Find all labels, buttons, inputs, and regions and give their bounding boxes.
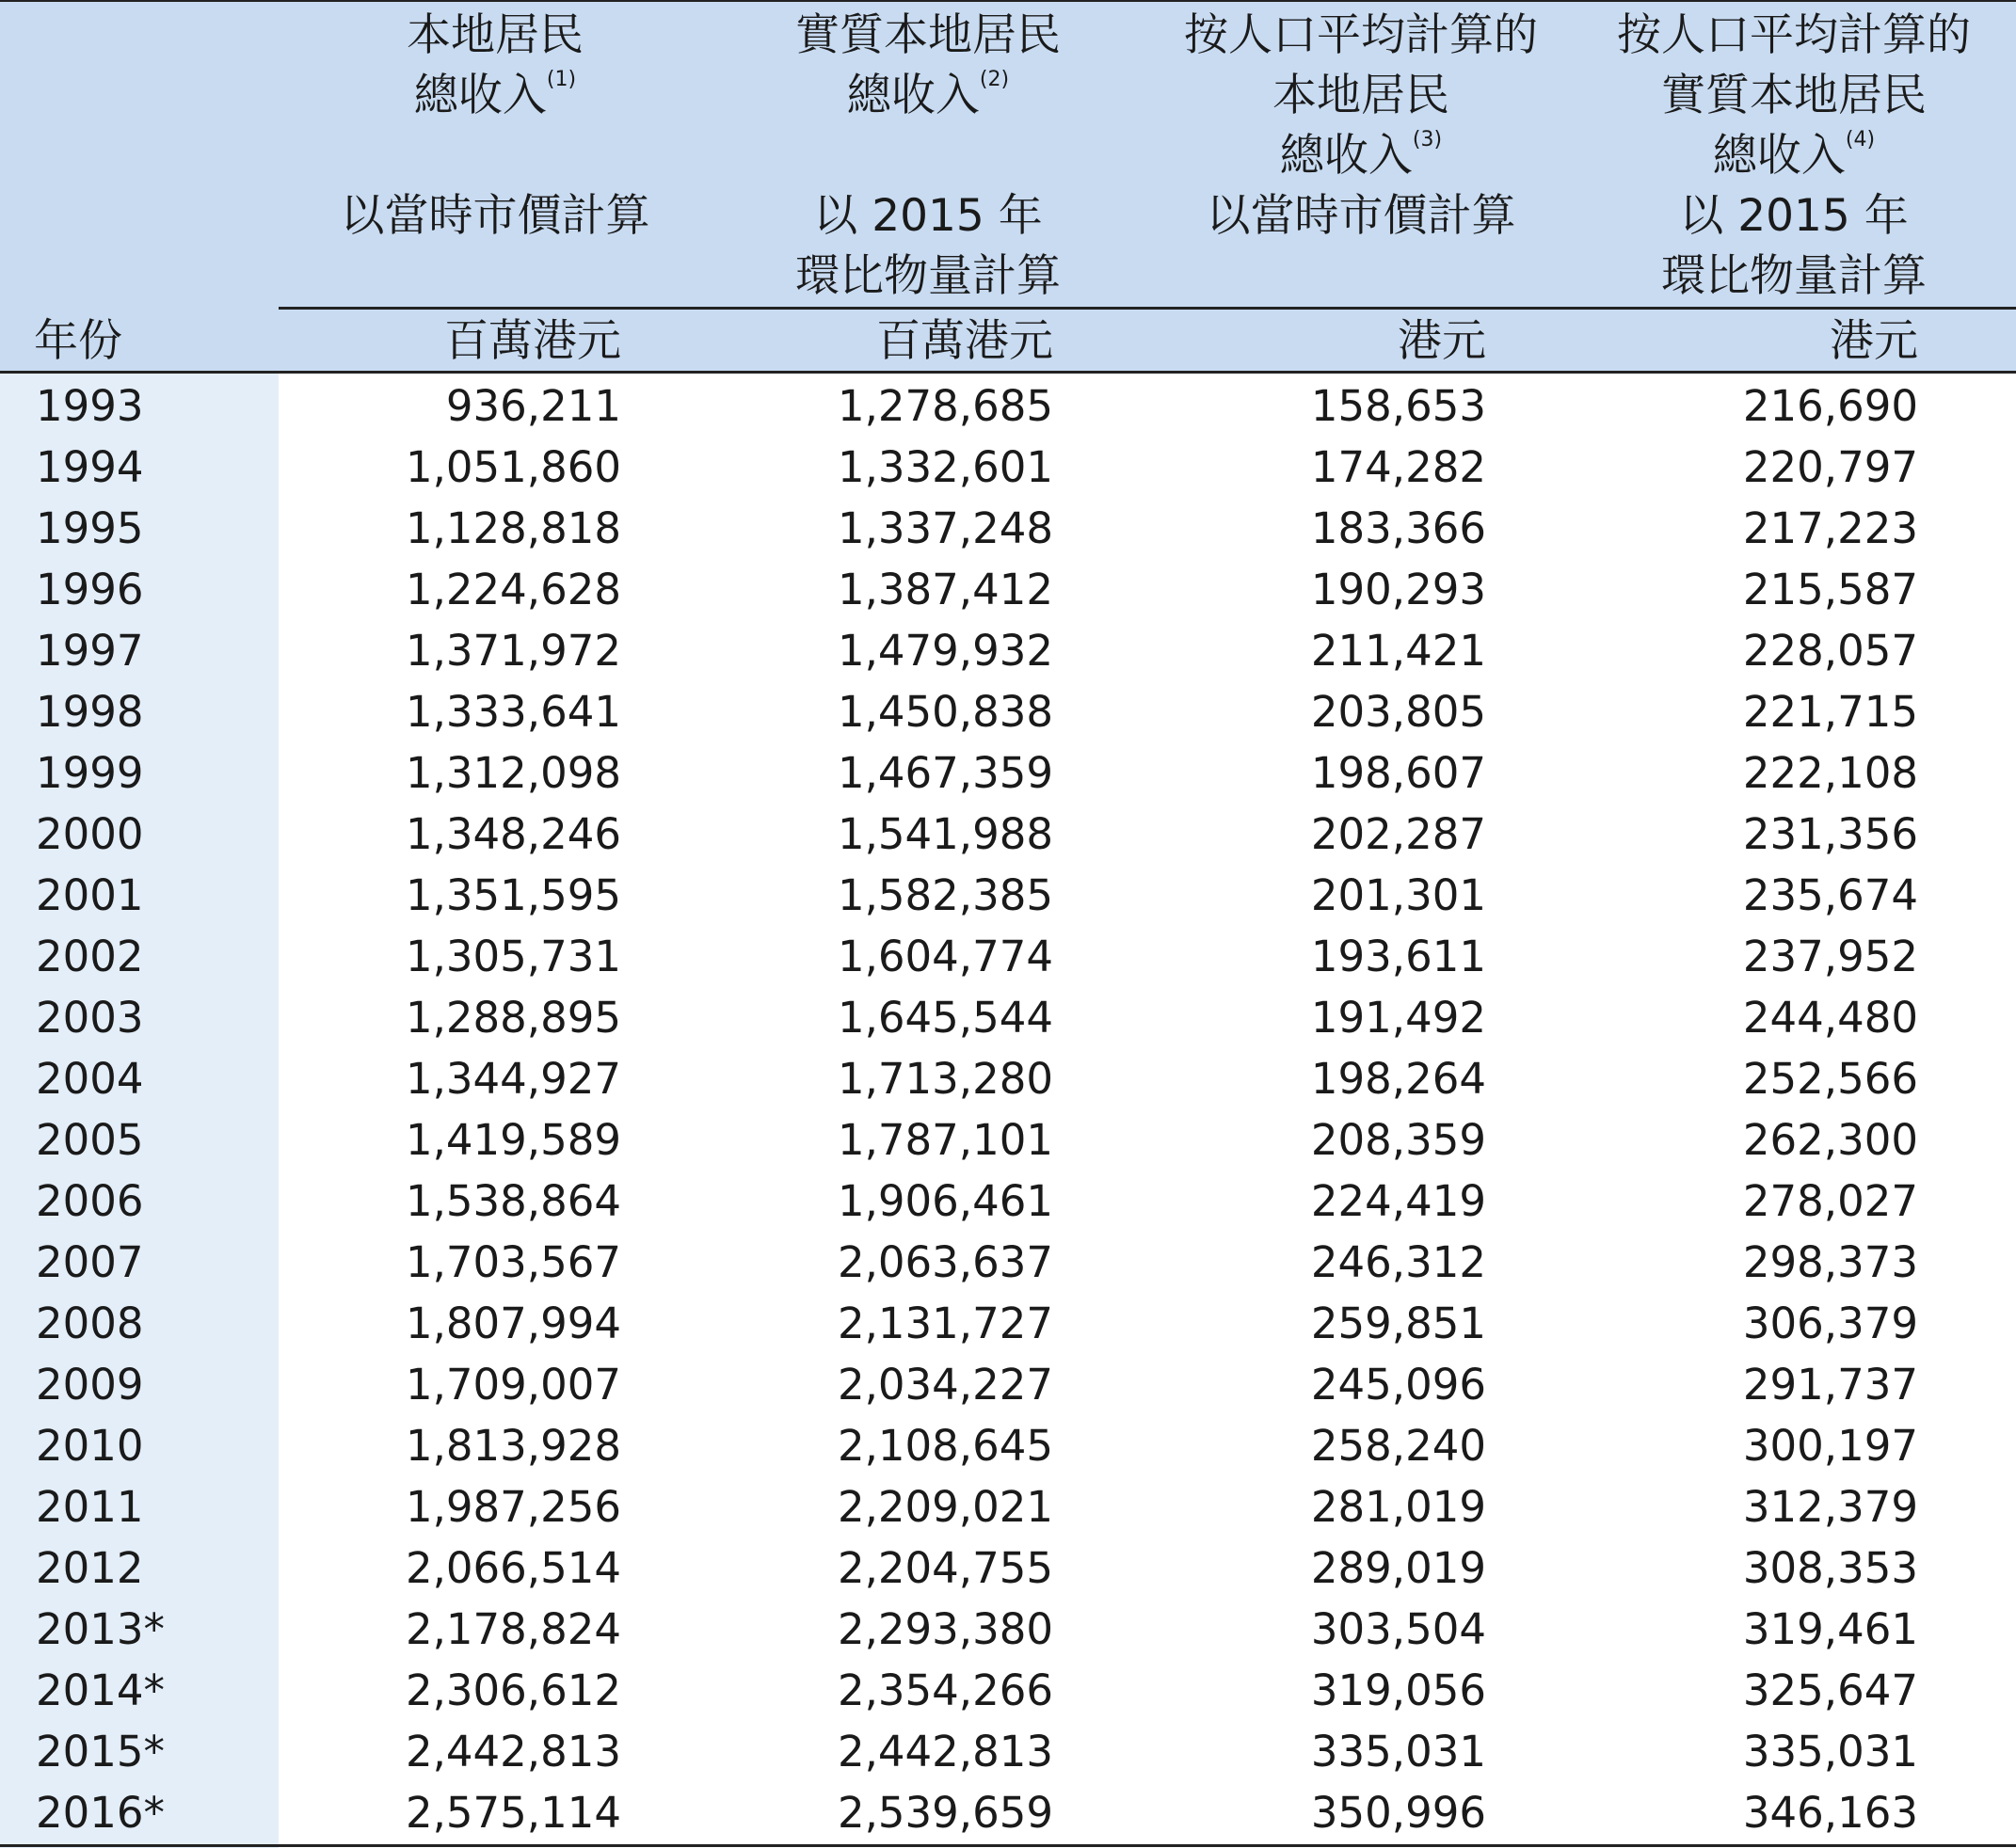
value-cell: 1,128,818 [405, 503, 621, 553]
year-cell: 2009 [36, 1360, 144, 1410]
value-cell: 211,421 [1310, 626, 1486, 676]
value-cell: 1,813,928 [405, 1421, 621, 1471]
table-row [0, 1477, 2016, 1538]
column-header-line: 以當時市價計算 [340, 190, 650, 242]
value-cell: 1,051,860 [405, 442, 621, 492]
value-cell: 191,492 [1310, 993, 1486, 1043]
top-rule [0, 0, 2016, 2]
value-cell: 1,224,628 [405, 565, 621, 614]
table-row [0, 1110, 2016, 1171]
value-cell: 1,467,359 [837, 748, 1053, 798]
value-cell: 202,287 [1310, 809, 1486, 859]
table-row [0, 1661, 2016, 1722]
table-row [0, 560, 2016, 621]
value-cell: 231,356 [1742, 809, 1918, 859]
year-cell: 2002 [36, 932, 144, 981]
footnote-marker: (2) [979, 68, 1010, 91]
value-cell: 245,096 [1310, 1360, 1486, 1410]
table-row [0, 682, 2016, 743]
column-header-line: 以當時市價計算 [1206, 190, 1516, 242]
value-cell: 158,653 [1310, 381, 1486, 431]
value-cell: 2,442,813 [405, 1727, 621, 1776]
year-column-label: 年份 [34, 315, 122, 367]
header-bottom-rule [0, 371, 2016, 374]
bottom-rule [0, 1844, 2016, 1847]
value-cell: 1,348,246 [405, 809, 621, 859]
value-cell: 936,211 [445, 381, 621, 431]
footnote-marker: (1) [546, 68, 577, 91]
value-cell: 281,019 [1310, 1482, 1486, 1532]
value-cell: 246,312 [1310, 1237, 1486, 1287]
value-cell: 1,906,461 [837, 1176, 1053, 1226]
value-cell: 1,419,589 [405, 1115, 621, 1165]
value-cell: 2,354,266 [837, 1665, 1053, 1715]
value-cell: 1,337,248 [837, 503, 1053, 553]
value-cell: 221,715 [1742, 687, 1918, 737]
table-row [0, 1049, 2016, 1110]
year-cell: 1995 [36, 503, 144, 553]
table-row [0, 988, 2016, 1049]
value-cell: 222,108 [1742, 748, 1918, 798]
value-cell: 2,293,380 [837, 1604, 1053, 1654]
value-cell: 300,197 [1742, 1421, 1918, 1471]
value-cell: 2,131,727 [837, 1298, 1053, 1348]
column-header-line: 實質本地居民 [795, 9, 1061, 61]
value-cell: 193,611 [1310, 932, 1486, 981]
column-header-line: 實質本地居民 [1661, 70, 1927, 121]
unit-label-2: 百萬港元 [876, 315, 1053, 367]
unit-label-1: 百萬港元 [444, 315, 621, 367]
table-row [0, 1722, 2016, 1783]
unit-label-3: 港元 [1398, 315, 1486, 367]
value-cell: 1,604,774 [837, 932, 1053, 981]
table-row [0, 1783, 2016, 1844]
value-cell: 1,351,595 [405, 870, 621, 920]
year-cell: 1997 [36, 626, 144, 676]
table-row [0, 805, 2016, 866]
value-cell: 1,713,280 [837, 1054, 1053, 1104]
value-cell: 1,333,641 [405, 687, 621, 737]
value-cell: 303,504 [1310, 1604, 1486, 1654]
value-cell: 244,480 [1742, 993, 1918, 1043]
year-cell: 2006 [36, 1176, 144, 1226]
value-cell: 220,797 [1742, 442, 1918, 492]
footnote-marker: (3) [1412, 128, 1443, 151]
table-row [0, 743, 2016, 805]
value-cell: 201,301 [1310, 870, 1486, 920]
column-header-line: 本地居民 [1272, 70, 1449, 121]
table-row [0, 438, 2016, 499]
value-cell: 2,178,824 [405, 1604, 621, 1654]
column-header-line: 環比物量計算 [795, 250, 1061, 302]
value-cell: 335,031 [1310, 1727, 1486, 1776]
year-cell: 2000 [36, 809, 144, 859]
value-cell: 1,479,932 [837, 626, 1053, 676]
value-cell: 1,371,972 [405, 626, 621, 676]
value-cell: 174,282 [1310, 442, 1486, 492]
value-cell: 224,419 [1310, 1176, 1486, 1226]
table-row [0, 1294, 2016, 1355]
value-cell: 2,209,021 [837, 1482, 1053, 1532]
year-cell: 2015* [36, 1727, 166, 1776]
value-cell: 2,306,612 [405, 1665, 621, 1715]
table-row [0, 1538, 2016, 1600]
value-cell: 1,305,731 [405, 932, 621, 981]
value-cell: 346,163 [1742, 1788, 1918, 1838]
year-cell: 1996 [36, 565, 144, 614]
value-cell: 190,293 [1310, 565, 1486, 614]
value-cell: 1,987,256 [405, 1482, 621, 1532]
year-cell: 1999 [36, 748, 144, 798]
value-cell: 259,851 [1310, 1298, 1486, 1348]
value-cell: 1,278,685 [837, 381, 1053, 431]
value-cell: 228,057 [1742, 626, 1918, 676]
value-cell: 1,709,007 [405, 1360, 621, 1410]
value-cell: 262,300 [1742, 1115, 1918, 1165]
value-cell: 198,264 [1310, 1054, 1486, 1104]
value-cell: 319,056 [1310, 1665, 1486, 1715]
value-cell: 2,034,227 [837, 1360, 1053, 1410]
column-header-line: 以 2015 年 [1679, 190, 1909, 242]
value-cell: 2,063,637 [837, 1237, 1053, 1287]
value-cell: 2,204,755 [837, 1543, 1053, 1593]
value-cell: 1,288,895 [405, 993, 621, 1043]
year-cell: 1993 [36, 381, 144, 431]
column-header-line: 按人口平均計算的 [1184, 9, 1538, 61]
year-cell: 1998 [36, 687, 144, 737]
table-row [0, 621, 2016, 682]
value-cell: 1,645,544 [837, 993, 1053, 1043]
value-cell: 235,674 [1742, 870, 1918, 920]
year-cell: 2012 [36, 1543, 144, 1593]
column-header-2 [712, 6, 1144, 307]
column-header-line: 總收入$^{(2)}$ [846, 68, 1010, 121]
column-header-line: 總收入$^{(3)}$ [1279, 128, 1443, 182]
table-row [0, 1600, 2016, 1661]
year-cell: 2004 [36, 1054, 144, 1104]
year-cell: 1994 [36, 442, 144, 492]
year-cell: 2010 [36, 1421, 144, 1471]
value-cell: 208,359 [1310, 1115, 1486, 1165]
column-header-1 [279, 6, 712, 247]
value-cell: 325,647 [1742, 1665, 1918, 1715]
column-header-line: 以 2015 年 [813, 190, 1043, 242]
table-body [0, 376, 2016, 1844]
year-cell: 2016* [36, 1788, 166, 1838]
value-cell: 2,442,813 [837, 1727, 1053, 1776]
table-row [0, 1233, 2016, 1294]
value-cell: 217,223 [1742, 503, 1918, 553]
value-cell: 1,703,567 [405, 1237, 621, 1287]
value-cell: 1,538,864 [405, 1176, 621, 1226]
year-cell: 2001 [36, 870, 144, 920]
year-cell: 2003 [36, 993, 144, 1043]
header-divider [279, 307, 2016, 310]
column-header-line: 環比物量計算 [1661, 250, 1927, 302]
value-cell: 1,582,385 [837, 870, 1053, 920]
table-row [0, 866, 2016, 927]
value-cell: 1,312,098 [405, 748, 621, 798]
value-cell: 350,996 [1310, 1788, 1486, 1838]
value-cell: 216,690 [1742, 381, 1918, 431]
value-cell: 1,387,412 [837, 565, 1053, 614]
value-cell: 1,787,101 [837, 1115, 1053, 1165]
value-cell: 2,066,514 [405, 1543, 621, 1593]
value-cell: 183,366 [1310, 503, 1486, 553]
value-cell: 2,539,659 [837, 1788, 1053, 1838]
value-cell: 2,108,645 [837, 1421, 1053, 1471]
value-cell: 319,461 [1742, 1604, 1918, 1654]
table-row [0, 927, 2016, 988]
value-cell: 1,332,601 [837, 442, 1053, 492]
value-cell: 1,450,838 [837, 687, 1053, 737]
unit-label-4: 港元 [1830, 315, 1918, 367]
value-cell: 203,805 [1310, 687, 1486, 737]
value-cell: 278,027 [1742, 1176, 1918, 1226]
table-row [0, 499, 2016, 560]
column-header-3 [1144, 6, 1577, 247]
value-cell: 289,019 [1310, 1543, 1486, 1593]
column-header-line: 總收入$^{(1)}$ [413, 68, 577, 121]
table-row [0, 1416, 2016, 1477]
year-cell: 2005 [36, 1115, 144, 1165]
column-header-line: 總收入$^{(4)}$ [1712, 128, 1876, 182]
value-cell: 291,737 [1742, 1360, 1918, 1410]
year-cell: 2007 [36, 1237, 144, 1287]
value-cell: 1,807,994 [405, 1298, 621, 1348]
value-cell: 312,379 [1742, 1482, 1918, 1532]
table-row [0, 1355, 2016, 1416]
value-cell: 237,952 [1742, 932, 1918, 981]
value-cell: 2,575,114 [405, 1788, 621, 1838]
value-cell: 298,373 [1742, 1237, 1918, 1287]
year-cell: 2014* [36, 1665, 166, 1715]
value-cell: 258,240 [1310, 1421, 1486, 1471]
footnote-marker: (4) [1845, 128, 1876, 151]
column-header-4 [1577, 6, 2010, 307]
table-row [0, 1171, 2016, 1233]
value-cell: 1,541,988 [837, 809, 1053, 859]
value-cell: 252,566 [1742, 1054, 1918, 1104]
column-header-line: 按人口平均計算的 [1617, 9, 1971, 61]
column-header-line: 本地居民 [407, 9, 584, 61]
table-row [0, 376, 2016, 438]
value-cell: 335,031 [1742, 1727, 1918, 1776]
value-cell: 215,587 [1742, 565, 1918, 614]
value-cell: 1,344,927 [405, 1054, 621, 1104]
value-cell: 198,607 [1310, 748, 1486, 798]
year-cell: 2008 [36, 1298, 144, 1348]
value-cell: 308,353 [1742, 1543, 1918, 1593]
year-cell: 2013* [36, 1604, 166, 1654]
year-cell: 2011 [36, 1482, 144, 1532]
value-cell: 306,379 [1742, 1298, 1918, 1348]
